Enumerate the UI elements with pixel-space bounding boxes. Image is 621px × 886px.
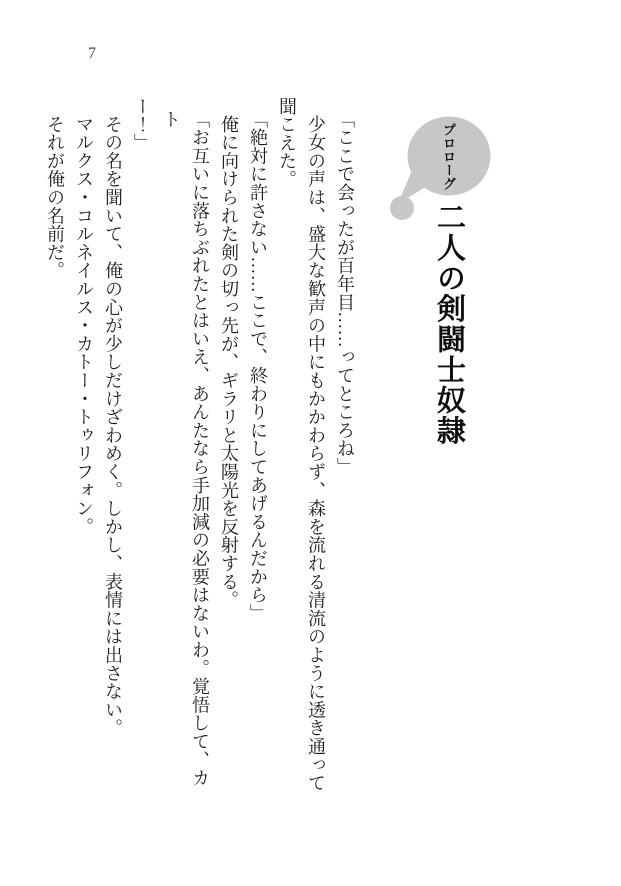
text-line-1: 「ここで会ったが百年目……ってところね」 [335, 110, 355, 476]
text-line-8: その名を聞いて、俺の心が少しだけざわめく。しかし、表情には出さない。 [103, 115, 123, 738]
text-line-5: 俺に向けられた剣の切っ先が、ギラリと太陽光を反射する。 [219, 115, 239, 610]
chapter-label: プロローグ [441, 122, 456, 191]
body-text [40, 97, 359, 797]
speech-bubble-dot [390, 196, 414, 220]
text-line-6: 「お互いに落ちぶれたとはいえ、あんたなら手加減の必要はないわ。覚悟して、カト [161, 110, 210, 788]
text-line-10: それが俺の名前だ。 [45, 115, 65, 280]
chapter-title: 二人の剣闘士奴隷 [433, 202, 465, 446]
text-line-3: 聞こえた。 [277, 97, 297, 189]
text-line-2: 少女の声は、盛大な歓声の中にもかかわらず、森を流れる清流のように透き通って [306, 115, 326, 793]
page-number: 7 [88, 45, 96, 62]
text-line-7: ー！」 [132, 97, 152, 152]
text-line-4: 「絶対に許さない……ここで、終わりにしてあげるんだから」 [248, 110, 268, 623]
text-line-9: マルクス・コルネイルス・カトー・トゥリフォン。 [74, 115, 94, 536]
